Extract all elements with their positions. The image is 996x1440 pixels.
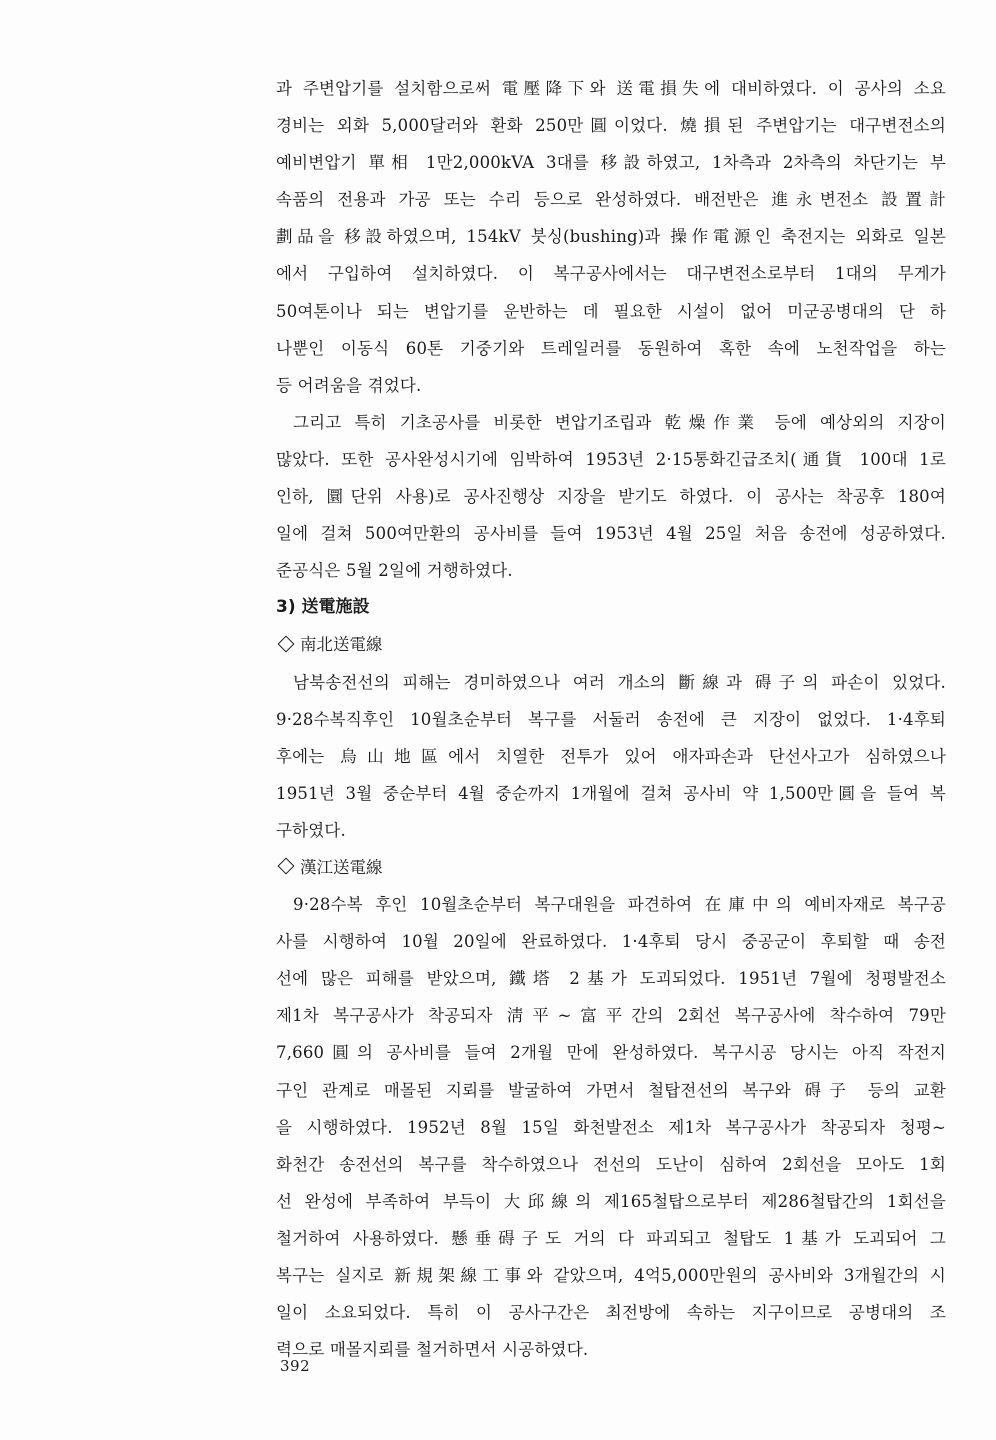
subsection-title: 漢江送電線: [300, 857, 383, 877]
text-line: 과 주변압기를 설치함으로써 電壓降下와 送電損失에 대비하였다. 이 공사의 소요: [276, 79, 946, 98]
page-number: 392: [280, 1357, 311, 1375]
text-line: 일에 걸쳐 500여만환의 공사비를 들여 1953년 4월 25일 처음 송전에 성공하였다.: [276, 524, 946, 544]
text-line: 그리고 특히 기초공사를 비롯한 변압기조립과 乾燥作業 등에 예상외의 지장이: [293, 412, 946, 432]
text-line: 인하, 圜단위 사용)로 공사진행상 지장을 받기도 하였다. 이 공사는 착공후 180여: [276, 487, 946, 507]
paragraph-2: [276, 404, 946, 589]
diamond-bullet-icon: [278, 858, 295, 875]
text-line: 50여톤이나 되는 변압기를 운반하는 데 필요한 시설이 없어 미군공병대의 단 하: [276, 301, 946, 321]
body-text: [276, 70, 946, 1368]
text-line: 구인 관계로 매몰된 지뢰를 발굴하여 가면서 철탑전선의 복구와 碍子 등의 교환: [276, 1080, 946, 1100]
text-line: 9·28수복 후인 10월초순부터 복구대원을 파견하여 在庫中의 예비자재로 복구공: [293, 895, 946, 915]
text-line: 속품의 전용과 가공 또는 수리 등으로 완성하였다. 배전반은 進永변전소 設置計: [276, 190, 946, 210]
subsection-heading-1: [276, 626, 946, 663]
text-line: 후에는 烏山地區에서 치열한 전투가 있어 애자파손과 단선사고가 심하였으나: [276, 746, 946, 766]
text-line: 선 완성에 부족하여 부득이 大邱線의 제165철탑으로부터 제286철탑간의 1회선을: [276, 1191, 946, 1211]
subsection-title: 南北送電線: [300, 635, 383, 655]
text-line: 제1차 복구공사가 착공되자 淸平~富平간의 2회선 복구공사에 착수하여 79만: [276, 1006, 946, 1026]
text-line: 일이 소요되었다. 특히 이 공사구간은 최전방에 속하는 지구이므로 공병대의 조: [276, 1303, 946, 1323]
text-line: 에서 구입하여 설치하였다. 이 복구공사에서는 대구변전소로부터 1대의 무게가: [276, 264, 946, 284]
text-line: 선에 많은 피해를 받았으며, 鐵塔 2基가 도괴되었다. 1951년 7월에 청평발전소: [276, 969, 946, 989]
paragraph-3: [276, 664, 946, 849]
text-line: 많았다. 또한 공사완성시기에 임박하여 1953년 2·15통화긴급조치(通貨 100대 1로: [276, 449, 946, 469]
text-line: 복구는 실지로 新規架線工事와 같았으며, 4억5,000만원의 공사비와 3개월간의 시: [276, 1266, 946, 1285]
text-line: 구하였다.: [276, 820, 347, 840]
text-line: 철거하여 사용하였다. 懸垂碍子도 거의 다 파괴되고 철탑도 1基가 도괴되어 그: [276, 1228, 946, 1248]
text-line: 등 어려움을 겪었다.: [276, 375, 422, 395]
text-line: 劃品을 移設하였으며, 154kV 붓싱(bushing)과 操作電源인 축전지는 외화로 일본: [276, 227, 946, 247]
text-line: 남북송전선의 피해는 경미하였으나 여러 개소의 斷線과 碍子의 파손이 있었다.: [293, 672, 946, 692]
subsection-heading-2: [276, 849, 946, 886]
text-line: 9·28수복직후인 10월초순부터 복구를 서둘러 송전에 큰 지장이 없었다. 1·4후퇴: [276, 709, 946, 729]
text-line: 예비변압기 單相 1만2,000kVA 3대를 移設하였고, 1차측과 2차측의 차단기는 부: [276, 153, 946, 173]
text-line: 화천간 송전선의 복구를 착수하였으나 전선의 도난이 심하여 2회선을 모아도 1회: [276, 1154, 946, 1174]
text-line: 사를 시행하여 10월 20일에 완료하였다. 1·4후퇴 당시 중공군이 후퇴할 때 송전: [276, 932, 946, 952]
text-line: 력으로 매몰지뢰를 철거하면서 시공하였다.: [276, 1340, 589, 1360]
text-line: 1951년 3월 중순부터 4월 중순까지 1개월에 걸쳐 공사비 약 1,500만圓을 들여 복: [276, 783, 946, 803]
text-line: 을 시행하였다. 1952년 8월 15일 화천발전소 제1차 복구공사가 착공되자 청평~: [276, 1117, 946, 1137]
text-line: 나뿐인 이동식 60톤 기중기와 트레일러를 동원하여 혹한 속에 노천작업을 하는: [276, 338, 946, 358]
paragraph-1: [276, 70, 946, 404]
text-line: 경비는 외화 5,000달러와 환화 250만圓이었다. 燒損된 주변압기는 대구변전소의: [276, 116, 946, 136]
paragraph-4: [276, 886, 946, 1368]
text-line: 7,660圓의 공사비를 들여 2개월 만에 완성하였다. 복구시공 당시는 아직 작전지: [276, 1043, 946, 1063]
text-line: 준공식은 5월 2일에 거행하였다.: [276, 561, 513, 581]
section-heading: 3) 送電施設: [276, 597, 370, 618]
diamond-bullet-icon: [278, 635, 295, 652]
